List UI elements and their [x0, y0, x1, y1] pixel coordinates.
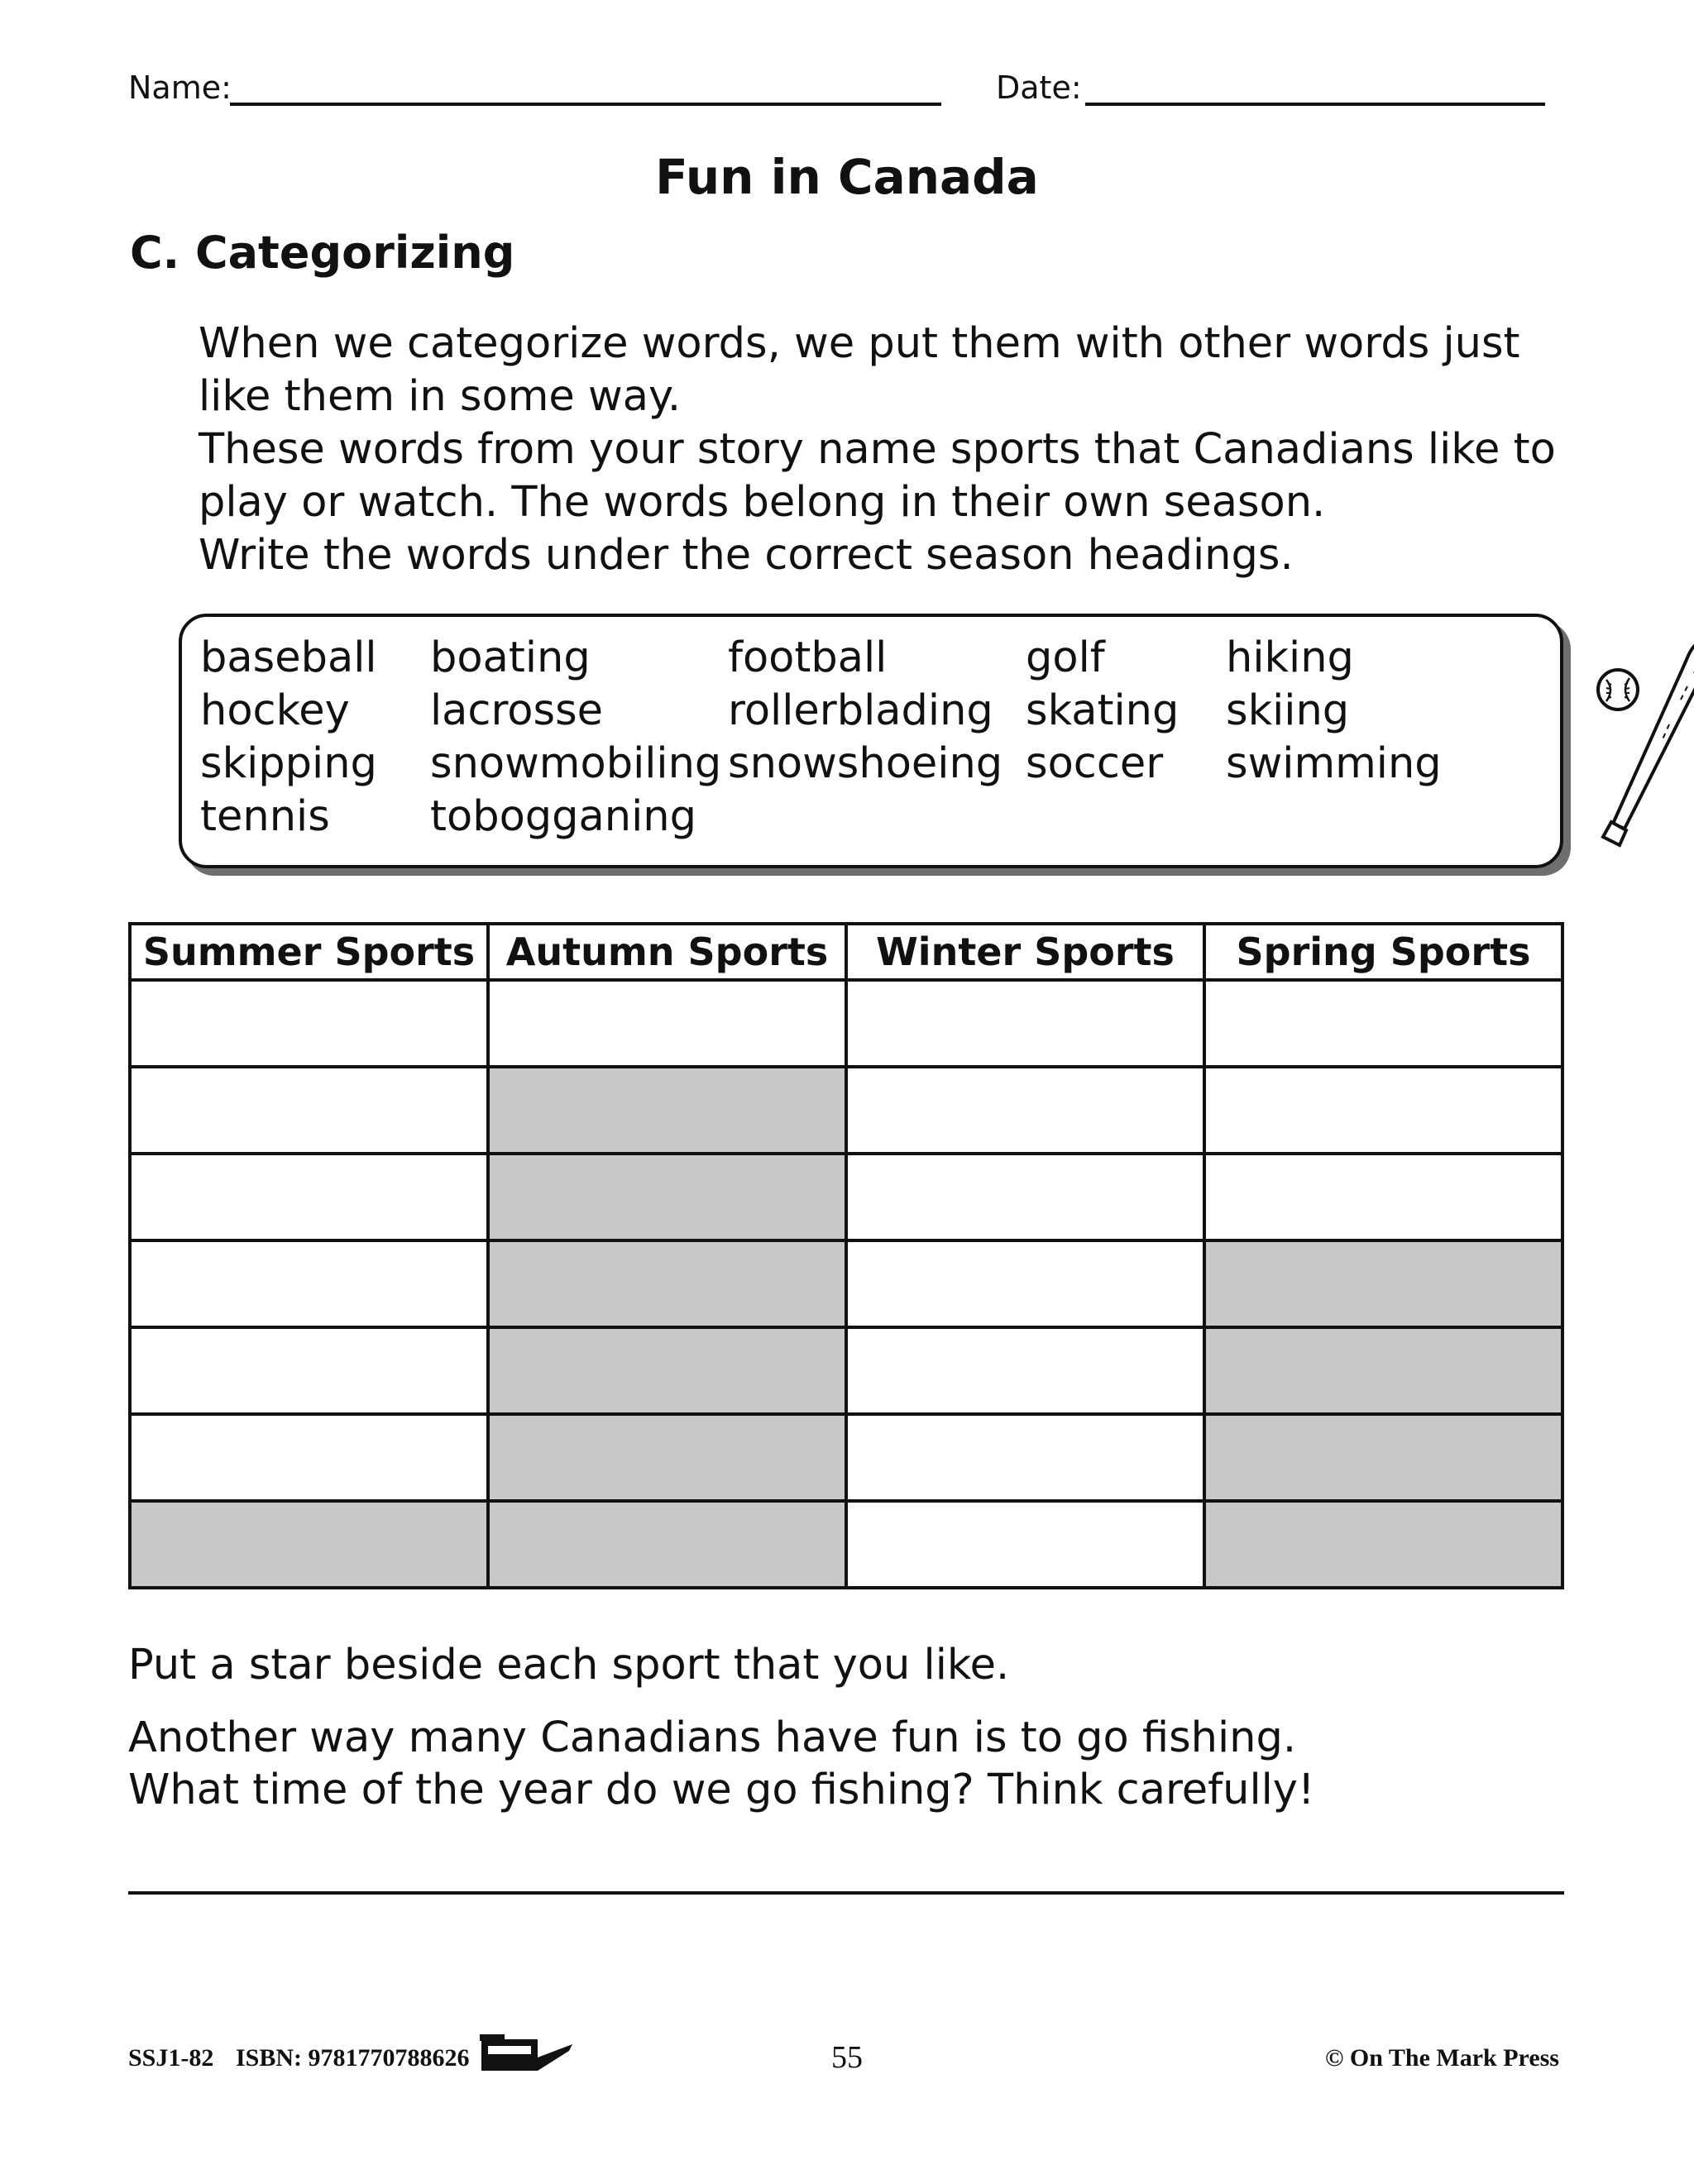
shaded-cell-spring	[1204, 1501, 1562, 1588]
table-row	[130, 1067, 1562, 1154]
section-heading: C. Categorizing	[130, 227, 515, 279]
answer-cell-winter[interactable]	[846, 1501, 1204, 1588]
word-bank	[179, 614, 1563, 868]
page-number: 55	[831, 2040, 863, 2075]
answer-cell-summer[interactable]	[130, 1414, 488, 1501]
answer-cell-winter[interactable]	[846, 980, 1204, 1067]
table-row	[130, 1414, 1562, 1501]
word-bank-item: rollerblading	[728, 686, 993, 735]
intro-line: Write the words under the correct season headings.	[199, 531, 1294, 580]
answer-cell-summer[interactable]	[130, 980, 488, 1067]
word-bank-item: snowshoeing	[728, 739, 1003, 788]
word-bank-item: football	[728, 633, 888, 682]
answer-cell-spring[interactable]	[1204, 1067, 1562, 1154]
word-bank-item: tennis	[200, 792, 330, 841]
column-header-spring: Spring Sports	[1204, 924, 1562, 980]
shaded-cell-autumn	[488, 1067, 846, 1154]
answer-cell-autumn[interactable]	[488, 980, 846, 1067]
word-bank-item: hiking	[1226, 633, 1354, 682]
answer-cell-summer[interactable]	[130, 1154, 488, 1240]
season-sorting-table	[128, 922, 1564, 1589]
answer-cell-spring[interactable]	[1204, 1154, 1562, 1240]
shaded-cell-autumn	[488, 1327, 846, 1414]
intro-paragraph	[199, 318, 1605, 582]
word-bank-item: boating	[430, 633, 591, 682]
shaded-cell-autumn	[488, 1154, 846, 1240]
word-bank-item: skating	[1026, 686, 1180, 735]
star-instruction: Put a star beside each sport that you like.	[128, 1641, 1010, 1689]
table-row	[130, 1501, 1562, 1588]
word-bank-item: lacrosse	[430, 686, 604, 735]
shaded-cell-summer	[130, 1501, 488, 1588]
answer-line[interactable]	[128, 1891, 1564, 1895]
word-bank-item: hockey	[200, 686, 350, 735]
answer-cell-summer[interactable]	[130, 1327, 488, 1414]
date-field-line[interactable]	[1085, 103, 1545, 106]
name-label: Name:	[128, 69, 232, 106]
table-row	[130, 1154, 1562, 1240]
word-bank-item: swimming	[1226, 739, 1442, 788]
shaded-cell-spring	[1204, 1327, 1562, 1414]
intro-line: When we categorize words, we put them with other words just	[199, 319, 1520, 368]
column-header-winter: Winter Sports	[846, 924, 1204, 980]
table-header-row	[130, 924, 1562, 980]
answer-cell-winter[interactable]	[846, 1154, 1204, 1240]
word-bank-item: skiing	[1226, 686, 1350, 735]
answer-cell-winter[interactable]	[846, 1240, 1204, 1327]
answer-cell-winter[interactable]	[846, 1067, 1204, 1154]
intro-line: play or watch. The words belong in their own season.	[199, 478, 1326, 527]
table-body	[130, 980, 1562, 1588]
answer-cell-winter[interactable]	[846, 1414, 1204, 1501]
intro-line: like them in some way.	[199, 372, 682, 421]
word-bank-item: tobogganing	[430, 792, 696, 841]
column-header-autumn: Autumn Sports	[488, 924, 846, 980]
shaded-cell-spring	[1204, 1240, 1562, 1327]
intro-line: These words from your story name sports that Canadians like to	[199, 425, 1556, 474]
shaded-cell-autumn	[488, 1501, 846, 1588]
table-row	[130, 1240, 1562, 1327]
word-bank-item: soccer	[1026, 739, 1164, 788]
fishing-question: What time of the year do we go fishing? Think carefully!	[128, 1766, 1315, 1814]
page-title: Fun in Canada	[655, 149, 1039, 205]
name-field-line[interactable]	[230, 103, 941, 106]
baseball-and-bat-icon	[1588, 633, 1694, 857]
word-bank-item: snowmobiling	[430, 739, 722, 788]
footer-code: SSJ1-82	[128, 2044, 214, 2072]
word-bank-item: golf	[1026, 633, 1105, 682]
footer-isbn: ISBN: 9781770788626	[236, 2044, 470, 2072]
answer-cell-summer[interactable]	[130, 1240, 488, 1327]
footer-copyright: © On The Mark Press	[1325, 2044, 1559, 2072]
shaded-cell-autumn	[488, 1414, 846, 1501]
shaded-cell-autumn	[488, 1240, 846, 1327]
answer-cell-winter[interactable]	[846, 1327, 1204, 1414]
answer-cell-summer[interactable]	[130, 1067, 488, 1154]
word-bank-item: skipping	[200, 739, 377, 788]
date-label: Date:	[996, 69, 1082, 106]
table-row	[130, 980, 1562, 1067]
word-bank-item: baseball	[200, 633, 377, 682]
column-header-summer: Summer Sports	[130, 924, 488, 980]
answer-cell-spring[interactable]	[1204, 980, 1562, 1067]
fishing-sentence: Another way many Canadians have fun is to go fishing.	[128, 1713, 1297, 1762]
shaded-cell-spring	[1204, 1414, 1562, 1501]
table-row	[130, 1327, 1562, 1414]
